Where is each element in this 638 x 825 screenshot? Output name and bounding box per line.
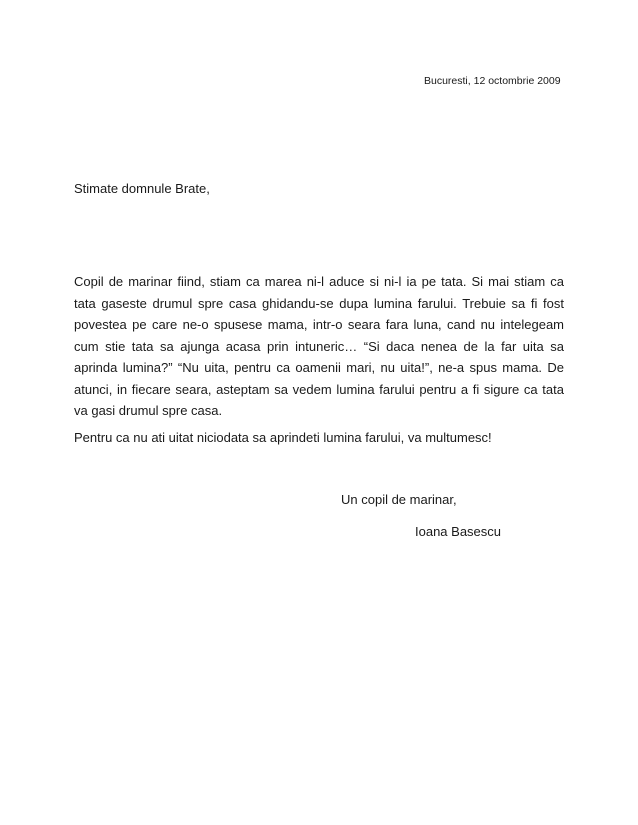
letter-closing: Un copil de marinar,	[341, 492, 457, 507]
letter-salutation: Stimate domnule Brate,	[74, 181, 210, 196]
letter-date: Bucuresti, 12 octombrie 2009	[424, 75, 561, 87]
letter-paragraph-2: Pentru ca nu ati uitat niciodata sa aprindeti lumina farului, va multumesc!	[74, 430, 492, 445]
letter-paragraph-1: Copil de marinar fiind, stiam ca marea ni-l aduce si ni-l ia pe tata. Si mai stiam ca tata gaseste drumul spre casa ghidandu-se dupa lumina farului. Trebuie sa fi fost povestea pe care ne-o spusese mama, intr-o seara fara luna, cand nu intelegeam cum stie tata sa ajunga acasa prin intuneric… “Si daca nenea de la far uita sa aprinda lumina?” “Nu uita, pentru ca oamenii mari, nu uita!”, ne-a spus mama. De atunci, in fiecare seara, asteptam sa vedem lumina farului pentru a fi sigure ca tata va gasi drumul spre casa.	[74, 274, 564, 418]
letter-signature: Ioana Basescu	[415, 524, 502, 539]
